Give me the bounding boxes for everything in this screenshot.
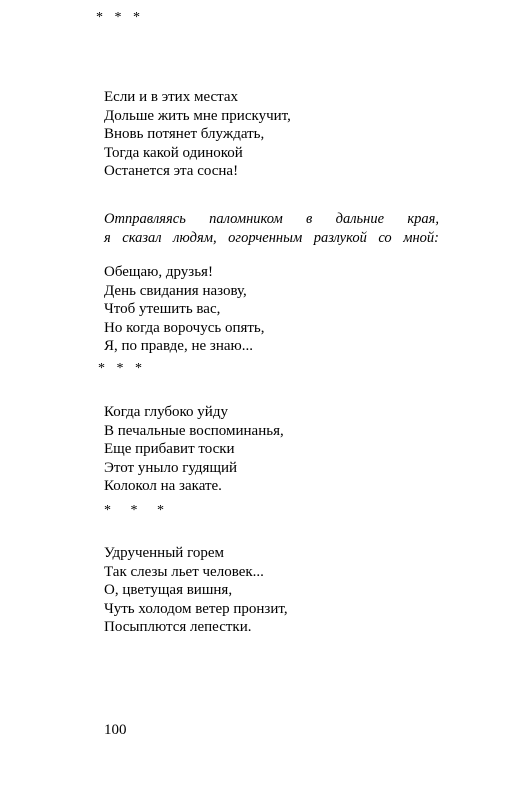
- prose-line: Отправляясь паломником в дальние края,: [104, 211, 439, 227]
- poem-line: Вновь потянет блуждать,: [104, 126, 265, 142]
- section-separator: * * *: [96, 10, 144, 25]
- poem-line: В печальные воспоминанья,: [104, 422, 284, 439]
- poem-line: Еще прибавит тоски: [104, 441, 235, 457]
- poem-stanza: [104, 88, 291, 181]
- poem-line: День свидания назову,: [104, 282, 247, 299]
- prose-line: я сказал людям, огорченным разлукой со мной:: [104, 229, 439, 246]
- poem-stanza: [104, 263, 265, 356]
- poem-line: Чуть холодом ветер пронзит,: [104, 600, 288, 617]
- poem-stanza: [104, 403, 284, 496]
- prose-intro: [104, 210, 439, 247]
- poem-line: Когда глубоко уйду: [104, 404, 228, 420]
- section-separator: * * *: [104, 503, 172, 518]
- poem-line: Дольше жить мне прискучит,: [104, 107, 291, 124]
- poem-line: Колокол на закате.: [104, 478, 222, 494]
- poem-line: Я, по правде, не знаю...: [104, 338, 253, 354]
- poem-line: Но когда ворочусь опять,: [104, 319, 265, 336]
- poem-line: Так слезы льет человек...: [104, 563, 264, 580]
- poem-line: Обещаю, друзья!: [104, 264, 213, 280]
- poem-line: Тогда какой одинокой: [104, 144, 243, 161]
- page-number: 100: [104, 722, 127, 738]
- poem-line: Останется эта сосна!: [104, 163, 239, 179]
- poem-line: О, цветущая вишня,: [104, 582, 233, 598]
- poem-line: Чтоб утешить вас,: [104, 301, 221, 317]
- poem-line: Этот уныло гудящий: [104, 459, 238, 476]
- poem-line: Удрученный горем: [104, 545, 224, 561]
- poem-line: Посыплются лепестки.: [104, 619, 252, 635]
- section-separator: * * *: [98, 361, 146, 376]
- poem-line: Если и в этих местах: [104, 89, 239, 105]
- poem-stanza: [104, 544, 288, 637]
